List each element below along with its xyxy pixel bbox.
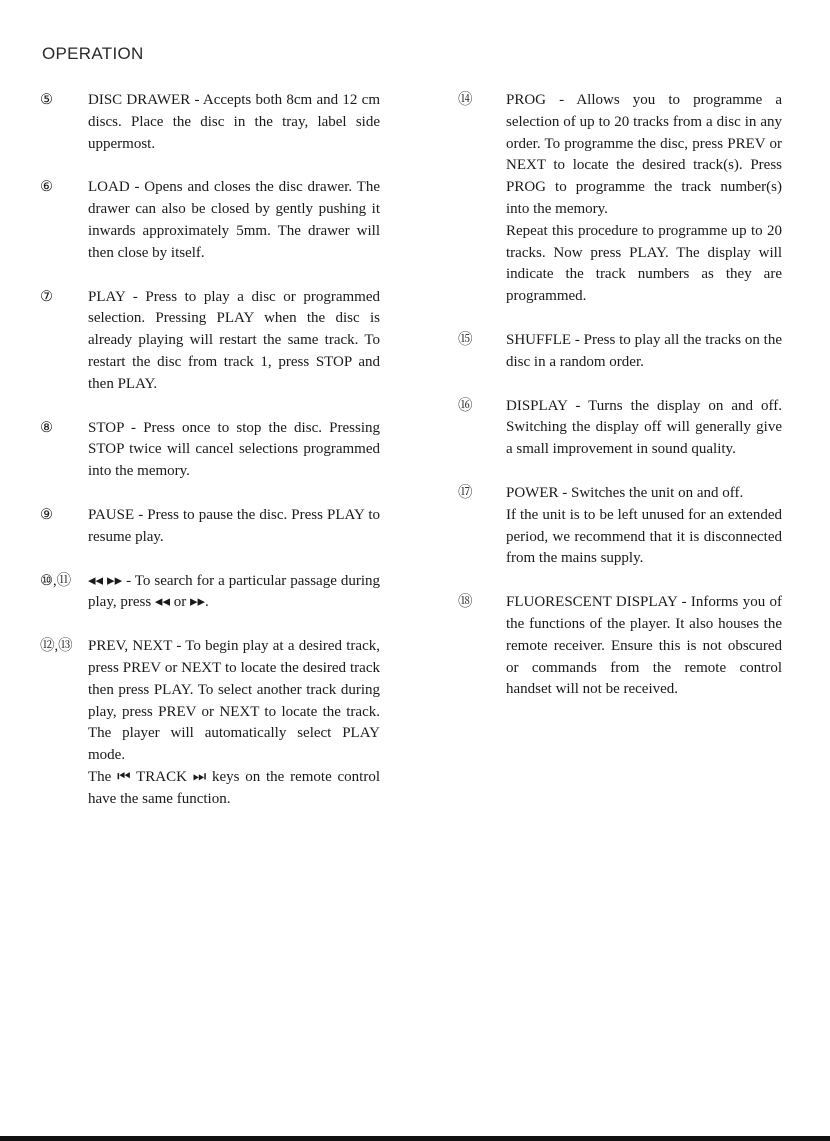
- item-number: ⑦: [40, 288, 53, 305]
- item-number: ⑮: [458, 331, 473, 348]
- list-item: [40, 571, 380, 615]
- item-text: The ⏮ TRACK ⏭ keys on the remote control have the same function.: [88, 768, 380, 807]
- list-item: [40, 505, 380, 549]
- item-text: PLAY - Press to play a disc or programmed selection. Pressing PLAY when the disc is already playing will restart the same track. To restart the disc from track 1, press STOP and then PLAY.: [88, 288, 380, 392]
- list-item: [458, 90, 782, 308]
- item-text: PREV, NEXT - To begin play at a desired track, press PREV or NEXT to locate the desired track then press PLAY. To select another track during play, press PREV or NEXT to locate the track. The player will automatically select PLAY mode.: [88, 638, 380, 764]
- item-text: If the unit is to be left unused for an extended period, we recommend that it is disconnected from the mains supply.: [506, 506, 782, 567]
- list-item: [458, 396, 782, 461]
- item-number: ⑧: [40, 419, 53, 436]
- item-text: LOAD - Opens and closes the disc drawer. The drawer can also be closed by gently pushing it inwards approximately 5mm. The drawer will then close by itself.: [88, 179, 380, 261]
- page-title: OPERATION: [42, 44, 144, 63]
- item-text: PROG - Allows you to programme a selection of up to 20 tracks from a disc in any order. To programme the disc, press PREV or NEXT to locate the desired track(s). Press PROG to programme the track number(s) into the memory.: [506, 92, 782, 217]
- item-number: ⑤: [40, 92, 53, 108]
- list-item: [40, 90, 380, 155]
- item-text: DISC DRAWER - Accepts both 8cm and 12 cm discs. Place the disc in the tray, label side uppermost.: [88, 92, 380, 152]
- list-item: [458, 592, 782, 701]
- list-item: [40, 418, 380, 483]
- list-item: [458, 483, 782, 570]
- left-column: [40, 90, 380, 833]
- item-number: ⑫,⑬: [40, 638, 73, 655]
- item-number: ⑰: [458, 484, 473, 501]
- item-text: SHUFFLE - Press to play all the tracks on the disc in a random order.: [506, 331, 782, 370]
- list-item: [40, 177, 380, 264]
- item-text: PAUSE - Press to pause the disc. Press PLAY to resume play.: [88, 506, 380, 545]
- right-column: [458, 90, 782, 723]
- item-text: ◂◂ ▸▸ - To search for a particular passage during play, press ◂◂ or ▸▸.: [88, 572, 380, 611]
- list-item: [40, 636, 380, 810]
- item-number: ⑩,⑪: [40, 572, 72, 589]
- item-number: ⑱: [458, 594, 473, 611]
- item-text: FLUORESCENT DISPLAY - Informs you of the functions of the player. It also houses the remote receiver. Ensure this is not obscured or commands from the remote control handset will not be received.: [506, 594, 782, 698]
- item-number: ⑯: [458, 397, 473, 414]
- list-item: [458, 330, 782, 374]
- item-number: ⑨: [40, 506, 53, 523]
- item-number: ⑭: [458, 92, 473, 108]
- bottom-rule: [0, 1136, 830, 1141]
- item-text: STOP - Press once to stop the disc. Pressing STOP twice will cancel selections programmed into the memory.: [88, 419, 380, 480]
- item-text: Repeat this procedure to programme up to 20 tracks. Now press PLAY. The display will indicate the track numbers as they are programmed.: [506, 222, 782, 305]
- item-number: ⑥: [40, 179, 53, 196]
- item-text: POWER - Switches the unit on and off.: [506, 484, 744, 501]
- list-item: [40, 287, 380, 396]
- item-text: DISPLAY - Turns the display on and off. Switching the display off will generally give a small improvement in sound quality.: [506, 397, 782, 458]
